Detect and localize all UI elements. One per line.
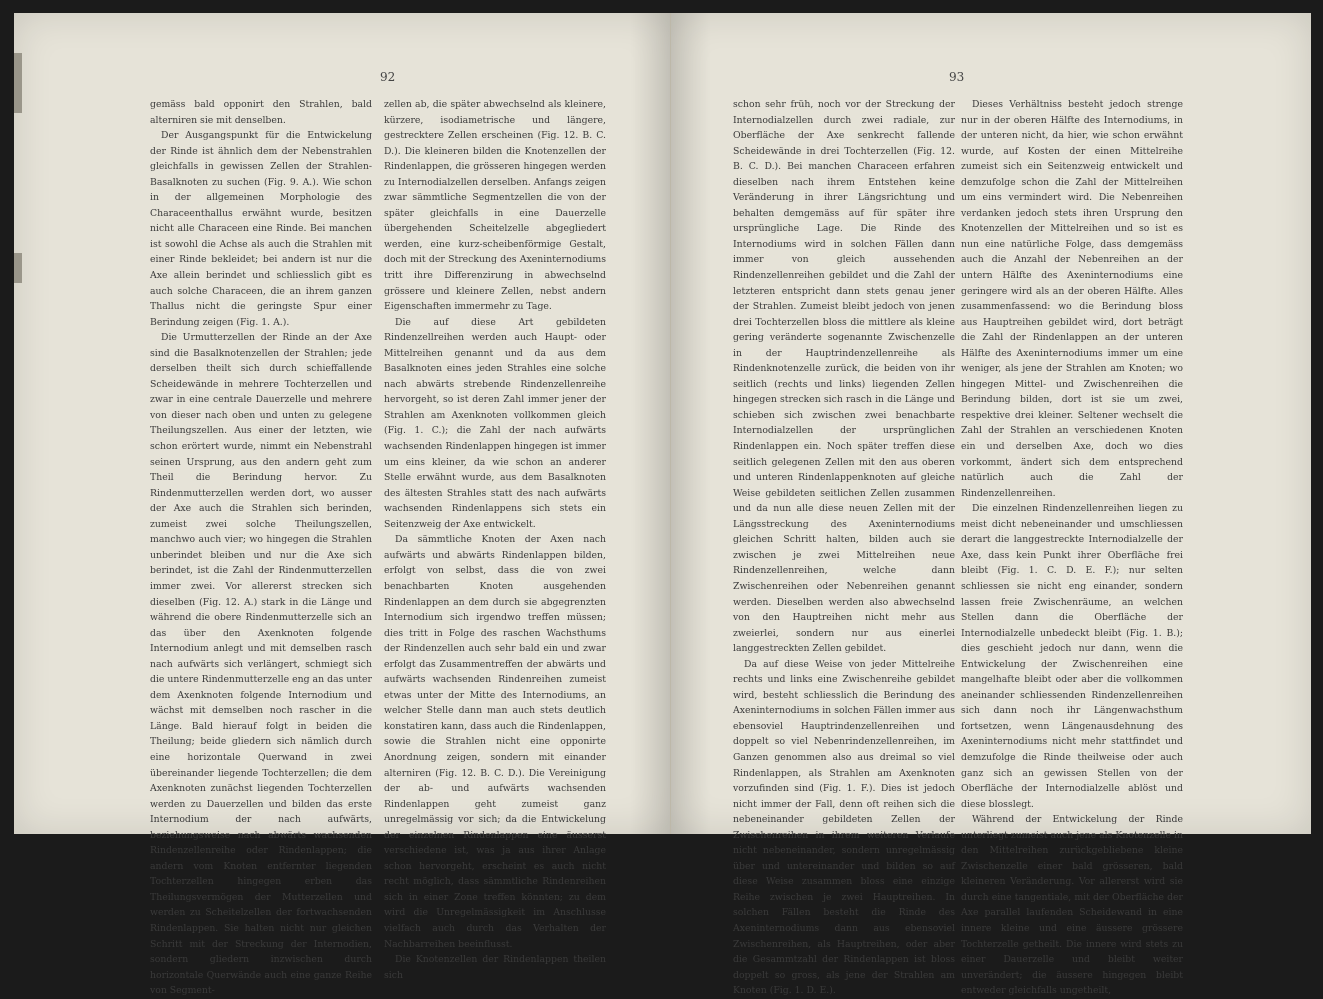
text-column-right-1 bbox=[733, 97, 955, 999]
paragraph: Da sämmtliche Knoten der Axen nach aufwärts und abwärts Rindenlappen bilden, erfolgt von selbst, dass die von zwei benachbarten Knoten ausgehenden Rindenlappen an dem durch sie abgegrenzten Internodium sich irgendwo treffen müssen; dies tritt in Folge des raschen Wachsthums der Rindenzellen auch sehr bald ein und zwar erfolgt das Zusammentreffen der abwärts und aufwärts wachsenden Rindenreihen zumeist etwas unter der Mitte des Internodiums, an welcher Stelle dann man auch stets deutlich konstatiren kann, dass auch die Rindenlappen, sowie die Strahlen nicht eine opponirte Anordnung zeigen, sondern mit einander alterniren (Fig. 12. B. C. D.). Die Vereinigung der ab- und aufwärts wachsenden Rindenlappen geht zumeist ganz unregelmässig vor sich; da die Entwickelung der einzelnen Rindenlappen eine äusserst verschiedene ist, was ja aus ihrer Anlage schon hervorgeht, erscheint es auch nicht recht möglich, dass sämmtliche Rindenreihen sich in einer Zone treffen könnten; zu dem wird die Unregelmässigkeit im Anschlusse vielfach auch durch das Verhalten der Nachbarreihen beeinflusst. bbox=[384, 534, 606, 950]
paragraph: Die einzelnen Rindenzellenreihen liegen zu meist dicht nebeneinander und umschliessen derart die langgestreckte Internodialzelle der Axe, dass kein Punkt ihrer Oberfläche frei bleibt (Fig. 1. C. D. E. F.); nur selten schliessen sie nicht eng einander, sondern lassen freie Zwischenräume, an welchen Stellen dann die Oberfläche der Internodialzelle unbedeckt bleibt (Fig. 1. B.); dies geschieht jedoch nur dann, wenn die Entwickelung der Zwischenreihen eine mangelhafte bleibt oder aber die vollkommen aneinander schliessenden Rindenzellenreihen sich dann noch ihr Längenwachsthum fortsetzen, wenn Längenausdehnung des Axeninternodiums nicht mehr stattfindet und demzufolge die Rinde theilweise oder auch ganz sich an gewissen Stellen von der Oberfläche der Internodialzelle ablöst und diese blosslegt. bbox=[961, 503, 1183, 810]
left-page bbox=[14, 13, 671, 997]
page-number: 93 bbox=[949, 70, 965, 84]
page-number: 92 bbox=[380, 70, 396, 84]
gutter-shadow bbox=[671, 13, 711, 834]
paragraph: gemäss bald opponirt den Strahlen, bald alterniren sie mit denselben. bbox=[150, 99, 372, 126]
right-page bbox=[671, 13, 1311, 997]
page-edge-mark bbox=[14, 253, 22, 283]
paragraph: Während der Entwickelung der Rinde unterliegt zumeist auch jene als Knotenzelle in den Mittelreihen zurückgebliebene kleine Zwischenzelle einer bald grösseren, bald kleineren Veränderung. Vor allererst wird sie durch eine tangentiale, mit der Oberfläche der Axe parallel laufenden Scheidewand in eine innere kleine und eine äussere grössere Tochterzelle getheilt. Die innere wird stets zu einer Dauerzelle und bleibt weiter unverändert; die äussere hingegen bleibt entweder gleichfalls ungetheilt, bbox=[961, 814, 1183, 997]
paragraph: Da auf diese Weise von jeder Mittelreihe rechts und links eine Zwischenreihe gebildet wird, besteht schliesslich die Berindung des Axeninternodiums in solchen Fällen immer aus ebensoviel Hauptrindenzellenreihen und doppelt so viel Nebenrindenzellenreihen, im Ganzen genommen also aus dreimal so viel Rindenlappen, als Strahlen am Axenknoten vorzufinden sind (Fig. 1. F.). Dies ist jedoch nicht immer der Fall, denn oft reihen sich die nebeneinander gebildeten Zellen der Zwischenreihen in ihrem weiteren Verlaufe nicht nebeneinander, sondern unregelmässig über und untereinander und bilden so auf diese Weise zusammen bloss eine einzige Reihe zwischen je zwei Hauptreihen. In solchen Fällen besteht die Rinde des Axeninternodiums dann aus ebensoviel Zwischenreihen, als Hauptreihen, oder aber die Gesammtzahl der Rindenlappen ist bloss doppelt so gross, als jene der Strahlen am Knoten (Fig. 1. D. E.). bbox=[733, 658, 955, 997]
text-column-left-2 bbox=[384, 97, 606, 983]
paragraph: Der Ausgangspunkt für die Entwickelung der Rinde ist ähnlich dem der Nebenstrahlen gleichfalls in gewissen Zellen der Strahlen-Basalknoten zu suchen (Fig. 9. A.). Wie schon in der allgemeinen Morphologie des Characeenthallus erwähnt wurde, besitzen nicht alle Characeen eine Rinde. Bei manchen ist sowohl die Achse als auch die Strahlen mit einer Rinde bekleidet; bei andern ist nur die Axe allein berindet und schliesslich gibt es auch solche Characeen, die an ihrem ganzen Thallus nicht die geringste Spur einer Berindung zeigen (Fig. 1. A.). bbox=[150, 130, 372, 328]
paragraph: Die auf diese Art gebildeten Rindenzellreihen werden auch Haupt- oder Mittelreihen genannt und da aus dem Basalknoten eines jeden Strahles eine solche nach abwärts strebende Rindenzellenreihe hervorgeht, so ist deren Zahl immer jener der Strahlen am Axenknoten vollkommen gleich (Fig. 1. C.); die Zahl der nach aufwärts wachsenden Rindenlappen hingegen ist immer um eins kleiner, da wie schon an anderer Stelle erwähnt wurde, aus dem Basalknoten des ältesten Strahles statt des nach aufwärts wachsenden Rindenlappens sich stets ein Seitenzweig der Axe entwickelt. bbox=[384, 316, 606, 530]
text-column-left-1 bbox=[150, 97, 372, 999]
text-column-right-2 bbox=[961, 97, 1183, 999]
paragraph: zellen ab, die später abwechselnd als kleinere, kürzere, isodiametrische und längere, gestrecktere Zellen erscheinen (Fig. 12. B. C. D.). Die kleineren bilden die Knotenzellen der Rindenlappen, die grösseren hingegen werden zu Internodialzellen derselben. Anfangs zeigen zwar sämmtliche Segmentzellen die von der später gleichfalls in eine Dauerzelle übergehenden Scheitelzelle abgegliedert werden, eine kurz-scheibenförmige Gestalt, doch mit der Streckung des Axeninternodiums tritt ihre Differenzirung in abwechselnd grössere und kleinere Zellen, nebst andern Eigenschaften immermehr zu Tage. bbox=[384, 99, 606, 313]
paragraph: Dieses Verhältniss besteht jedoch strenge nur in der oberen Hälfte des Internodiums, in der unteren nicht, da hier, wie schon erwähnt wurde, auf Kosten der einen Mittelreihe zumeist sich ein Seitenzweig entwickelt und demzufolge schon die Zahl der Mittelreihen um eins vermindert wird. Die Nebenreihen verdanken jedoch stets ihren Ursprung den Knotenzellen der Mittelreihen und so ist es nun eine natürliche Folge, dass demgemäss auch die Anzahl der Nebenreihen an der untern Hälfte des Axeninternodiums eine geringere wird als an der oberen Hälfte. Alles zusammenfassend: wo die Berindung bloss aus Hauptreihen gebildet wird, dort beträgt die Zahl der Rindenlappen an der unteren Hälfte des Axeninternodiums immer um eine weniger, als jene der Strahlen am Knoten; wo hingegen Mittel- und Zwischenreihen die Berindung bilden, dort ist sie um zwei, respektive drei kleiner. Seltener wechselt die Zahl der Strahlen an verschiedenen Knoten ein und derselben Axe, doch wo dies vorkommt, ändert sich dem entsprechend natürlich auch die Zahl der Rindenzellenreihen. bbox=[961, 99, 1183, 499]
gutter-shadow bbox=[630, 13, 670, 834]
page-edge-mark bbox=[14, 53, 22, 113]
paragraph: Die Knotenzellen der Rindenlappen theilen sich bbox=[384, 954, 606, 981]
paragraph: Die Urmutterzellen der Rinde an der Axe sind die Basalknotenzellen der Strahlen; jede derselben theilt sich durch schieffallende Scheidewände in mehrere Tochterzellen und zwar in eine centrale Dauerzelle und mehrere von dieser nach oben und unten zu gelegene Theilungszellen. Aus einer der letzten, wie schon erörtert wurde, nimmt ein Nebenstrahl seinen Ursprung, aus den andern geht zum Theil die Berindung hervor. Zu Rindenmutterzellen werden dort, wo ausser der Axe auch die Strahlen sich berinden, zumeist zwei solche Theilungszellen, manchwo auch vier; wo hingegen die Strahlen unberindet bleiben und nur die Axe sich berindet, ist die Zahl der Rindenmutterzellen immer zwei. Vor allererst strecken sich dieselben (Fig. 12. A.) stark in die Länge und während die obere Rindenmutterzelle sich an das über den Axenknoten folgende Internodium anlegt und mit demselben rasch nach aufwärts sich verlängert, schmiegt sich die untere Rindenmutterzelle eng an das unter dem Axenknoten folgende Internodium und wächst mit demselben noch rascher in die Länge. Bald hierauf folgt in beiden die Theilung; beide gliedern sich nämlich durch eine horizontale Querwand in zwei übereinander liegende Tochterzellen; die dem Axenknoten zunächst liegenden Tochterzellen werden zu Dauerzellen und bilden das erste Internodium der nach aufwärts, beziehungsweise nach abwärts wachsenden Rindenzellenreihe oder Rindenlappen; die andern vom Knoten entfernter liegenden Tochterzellen hingegen erben das Theilungsvermögen der Mutterzellen und werden zu Scheitelzellen der fortwachsenden Rindenlappen. Sie halten nicht nur gleichen Schritt mit der Streckung der Internodien, sondern gliedern inzwischen durch horizontale Querwände auch eine ganze Reihe von Segment- bbox=[150, 332, 372, 997]
paragraph: schon sehr früh, noch vor der Streckung der Internodialzellen durch zwei radiale, zur Oberfläche der Axe senkrecht fallende Scheidewände in drei Tochterzellen (Fig. 12. B. C. D.). Bei manchen Characeen erfahren dieselben nach ihrem Entstehen keine Veränderung in ihrer Längsrichtung und behalten demgemäss auf für später ihre ursprüngliche Lage. Die Rinde des Internodiums wird in solchen Fällen dann immer von gleich aussehenden Rindenzellenreihen gebildet und die Zahl der letzteren entspricht dann stets genau jener der Strahlen. Zumeist bleibt jedoch von jenen drei Tochterzellen bloss die mittlere als kleine gering veränderte sogenannte Zwischenzelle in der Hauptrindenzellenreihe als Rindenknotenzelle zurück, die beiden von ihr seitlich (rechts und links) liegenden Zellen hingegen strecken sich rasch in die Länge und schieben sich zwischen zwei benachbarte Internodialzellen der ursprünglichen Rindenlappen ein. Noch später treffen diese seitlich gelegenen Zellen mit den aus oberen und unteren Rindenlappenknoten auf gleiche Weise gebildeten seitlichen Zellen zusammen und da nun alle diese neuen Zellen mit der Längsstreckung des Axeninternodiums gleichen Schritt halten, bilden auch sie zwischen je zwei Mittelreihen neue Rindenzellenreihen, welche dann Zwischenreihen oder Nebenreihen genannt werden. Dieselben werden also abwechselnd von den Hauptreihen nicht mehr aus zweierlei, sondern nur aus einerlei langgestreckten Zellen gebildet. bbox=[733, 99, 955, 655]
